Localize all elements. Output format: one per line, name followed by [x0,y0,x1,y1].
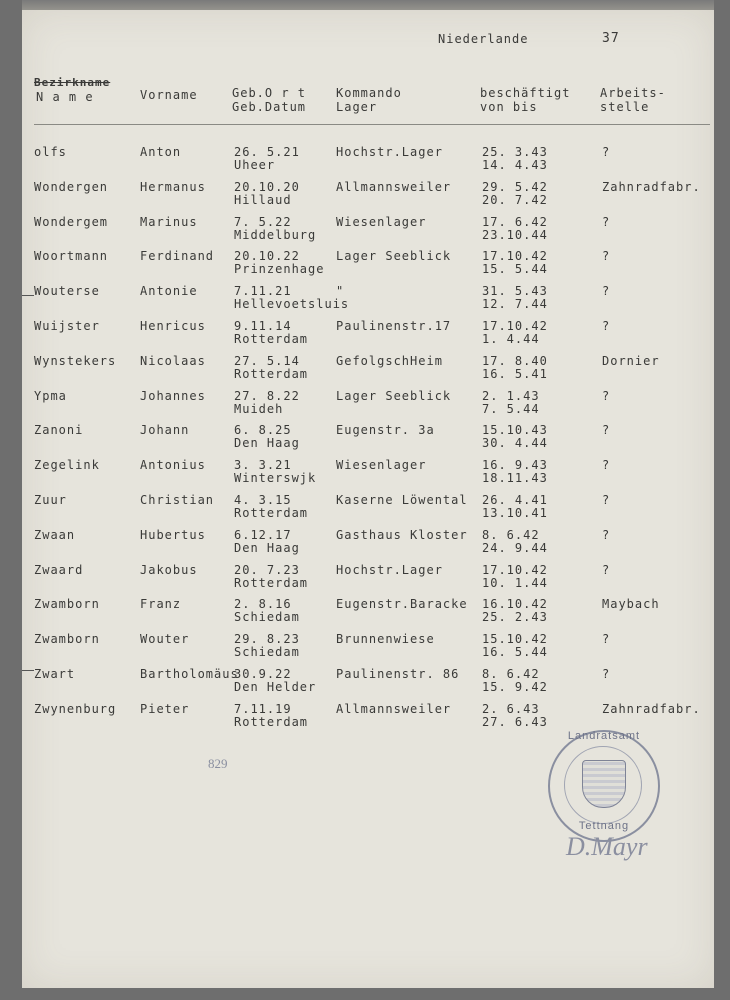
header-divider [34,124,710,125]
cell-name: Woortmann [34,249,109,264]
cell-bis: 13.10.41 [482,506,548,520]
cell-geb-ort: Rotterdam [234,714,309,729]
cell-name: Wondergen [34,179,109,194]
cell-vorname: Christian [140,493,215,507]
page-number: 37 [602,31,620,46]
stamp-text-top: Landratsamt [567,730,641,742]
cell-von: 8. 6.42 [482,667,540,681]
cell-vorname: Pieter [140,701,190,716]
cell-vorname: Hermanus [140,179,206,194]
cell-lager: Brunnenwiese [336,632,435,647]
cell-bis: 7. 5.44 [482,401,540,416]
column-header-name: N a m e [36,90,94,104]
cell-lager: Lager Seeblick [336,388,452,403]
cell-geb-ort: Middelburg [234,227,317,242]
cell-geb-datum: 20.10.20 [234,179,300,194]
cell-geb-datum: 7. 5.22 [234,214,292,229]
cell-stelle: ? [602,493,611,507]
cell-geb-ort: Den Haag [234,436,300,451]
cell-vorname: Franz [140,597,182,612]
cell-von: 31. 5.43 [482,284,548,299]
cell-stelle: ? [602,667,611,681]
cell-bis: 14. 4.43 [482,158,548,172]
cell-bis: 24. 9.44 [482,540,548,555]
cell-von: 15.10.43 [482,423,548,438]
cell-geb-datum: 30.9.22 [234,667,292,681]
cell-lager: " [336,284,345,299]
cell-bis: 25. 2.43 [482,610,548,625]
cell-bis: 12. 7.44 [482,297,548,312]
cell-name: Ypma [34,388,67,403]
cell-stelle: Zahnradfabr. [602,701,701,716]
cell-geb-datum: 3. 3.21 [234,458,292,473]
cell-bis: 16. 5.44 [482,645,548,660]
cell-vorname: Antonie [140,284,198,299]
cell-geb-ort: Schiedam [234,610,300,625]
cell-geb-ort: Rotterdam [234,506,309,520]
cell-geb-datum: 4. 3.15 [234,493,292,507]
cell-vorname: Anton [140,145,182,159]
cell-geb-ort: Prinzenhage [234,262,325,277]
cell-name: Zwamborn [34,597,100,612]
cell-stelle: ? [602,145,611,159]
cell-lager: Allmannsweiler [336,701,452,716]
cell-name: Zwaan [34,527,76,542]
cell-von: 2. 6.43 [482,701,540,716]
column-header-vorname: Vorname [140,88,198,102]
cell-lager: Hochstr.Lager [336,562,443,577]
cell-von: 17.10.42 [482,249,548,264]
cell-vorname: Henricus [140,319,206,333]
cell-bis: 1. 4.44 [482,332,540,346]
cell-stelle: ? [602,562,611,577]
cell-lager: Gasthaus Kloster [336,527,468,542]
cell-geb-ort: Hellevoetsluis [234,297,350,312]
cell-stelle: ? [602,319,611,333]
cell-bis: 15. 5.44 [482,262,548,277]
cell-vorname: Nicolaas [140,353,206,368]
cell-bis: 20. 7.42 [482,192,548,207]
cell-von: 17.10.42 [482,562,548,577]
cell-geb-datum: 29. 8.23 [234,632,300,647]
cell-bis: 15. 9.42 [482,680,548,694]
cell-stelle: ? [602,423,611,438]
cell-geb-ort: Hillaud [234,192,292,207]
country-label: Niederlande [438,32,529,46]
cell-stelle: Dornier [602,353,660,368]
cell-stelle: Zahnradfabr. [602,179,701,194]
cell-stelle: Maybach [602,597,660,612]
cell-geb-ort: Schiedam [234,645,300,660]
column-header-geb-ort: Geb.O r t [232,86,307,100]
pencil-number: 829 [208,756,228,771]
cell-lager: Allmannsweiler [336,179,452,194]
cell-name: olfs [34,145,67,159]
cell-name: Zwart [34,667,76,681]
column-header-beschaeftigt: beschäftigt [480,86,571,100]
cell-geb-ort: Uheer [234,158,276,172]
cell-stelle: ? [602,284,611,299]
cell-geb-ort: Rotterdam [234,366,309,381]
cell-lager: Paulinenstr.17 [336,319,452,333]
cell-vorname: Hubertus [140,527,206,542]
cell-geb-datum: 2. 8.16 [234,597,292,612]
cell-name: Zegelink [34,458,100,473]
cell-bis: 30. 4.44 [482,436,548,451]
cell-name: Wynstekers [34,353,117,368]
cell-vorname: Jakobus [140,562,198,577]
cell-geb-ort: Rotterdam [234,575,309,590]
cell-name: Zanoni [34,423,84,438]
cell-geb-datum: 27. 8.22 [234,388,300,403]
cell-von: 29. 5.42 [482,179,548,194]
cell-von: 17. 6.42 [482,214,548,229]
cell-name: Wondergem [34,214,109,229]
cell-geb-datum: 20.10.22 [234,249,300,264]
cell-lager: Wiesenlager [336,458,427,473]
column-header-arbeitsstelle: Arbeits- [600,86,666,100]
cell-von: 2. 1.43 [482,388,540,403]
cell-vorname: Ferdinand [140,249,215,264]
cell-von: 15.10.42 [482,632,548,647]
cell-name: Zwaard [34,562,84,577]
cell-bis: 16. 5.41 [482,366,548,381]
cell-geb-datum: 7.11.19 [234,701,292,716]
cell-bis: 27. 6.43 [482,714,548,729]
cell-vorname: Marinus [140,214,198,229]
cell-geb-datum: 26. 5.21 [234,145,300,159]
cell-bis: 18.11.43 [482,471,548,486]
cell-geb-datum: 20. 7.23 [234,562,300,577]
cell-lager: GefolgschHeim [336,353,443,368]
cell-vorname: Antonius [140,458,206,473]
cell-vorname: Johannes [140,388,206,403]
column-header-geb-datum: Geb.Datum [232,100,307,114]
cell-geb-datum: 6. 8.25 [234,423,292,438]
column-header-stelle: stelle [600,100,650,114]
signature: D.Mayr [566,832,648,861]
cell-stelle: ? [602,632,611,647]
cell-von: 16. 9.43 [482,458,548,473]
cell-geb-ort: Rotterdam [234,332,309,346]
cell-lager: Wiesenlager [336,214,427,229]
cell-vorname: Bartholomäus [140,667,239,681]
cell-name: Zuur [34,493,67,507]
column-header-name-struck: Bezirkname [34,76,111,89]
cell-name: Wuijster [34,319,100,333]
cell-name: Zwynenburg [34,701,117,716]
cell-bis: 23.10.44 [482,227,548,242]
cell-lager: Kaserne Löwental [336,493,468,507]
cell-stelle: ? [602,249,611,264]
cell-geb-datum: 6.12.17 [234,527,292,542]
cell-lager: Hochstr.Lager [336,145,443,159]
cell-geb-datum: 7.11.21 [234,284,292,299]
column-header-von-bis: von bis [480,100,538,114]
cell-von: 25. 3.43 [482,145,548,159]
cell-von: 8. 6.42 [482,527,540,542]
cell-geb-ort: Winterswjk [234,471,317,486]
column-header-lager: Lager [336,100,378,114]
cell-geb-ort: Den Haag [234,540,300,555]
stamp-text-bottom: Tettnang [578,820,630,832]
cell-lager: Eugenstr.Baracke [336,597,468,612]
column-header-kommando: Kommando [336,86,402,100]
cell-stelle: ? [602,458,611,473]
cell-stelle: ? [602,214,611,229]
cell-geb-datum: 9.11.14 [234,319,292,333]
cell-vorname: Johann [140,423,190,438]
cell-vorname: Wouter [140,632,190,647]
cell-geb-ort: Muideh [234,401,284,416]
cell-bis: 10. 1.44 [482,575,548,590]
cell-von: 16.10.42 [482,597,548,612]
cell-name: Zwamborn [34,632,100,647]
margin-tick [22,670,34,671]
cell-lager: Lager Seeblick [336,249,452,264]
cell-name: Wouterse [34,284,100,299]
cell-stelle: ? [602,388,611,403]
cell-lager: Eugenstr. 3a [336,423,435,438]
cell-von: 17.10.42 [482,319,548,333]
cell-stelle: ? [602,527,611,542]
coat-of-arms-icon [582,760,626,808]
cell-geb-ort: Den Helder [234,680,317,694]
cell-von: 26. 4.41 [482,493,548,507]
official-stamp [548,730,660,842]
margin-tick [22,295,34,296]
cell-von: 17. 8.40 [482,353,548,368]
cell-lager: Paulinenstr. 86 [336,667,460,681]
cell-geb-datum: 27. 5.14 [234,353,300,368]
